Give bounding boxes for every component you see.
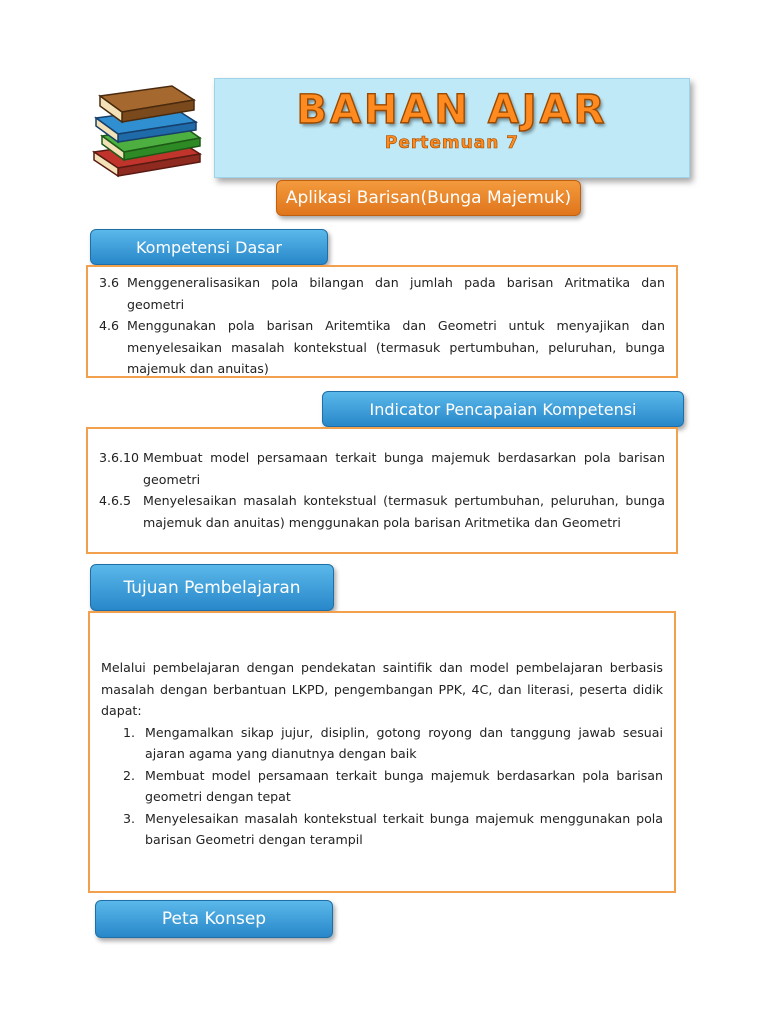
kd-item-number: 3.6 [99, 275, 120, 290]
tujuan-item-3 [101, 808, 663, 851]
topic-label-text: Aplikasi Barisan(Bunga Majemuk) [285, 188, 572, 208]
kd-item-text: Menggunakan pola barisan Aritemtika dan Geometri untuk menyajikan dan menyelesaikan masalah kontekstual (termasuk pertumbuhan, peluruhan, bunga majemuk dan anuitas) [127, 318, 665, 376]
page-subtitle: Pertemuan 7 [384, 133, 520, 153]
tujuan-item-number: 3. [123, 810, 136, 826]
tujuan-item-text: Menyelesaikan masalah kontekstual terkait bunga majemuk menggunakan pola barisan Geometri dengan terampil [145, 810, 663, 847]
indikator-item-3-6-10 [99, 447, 665, 490]
indikator-item-text: Membuat model persamaan terkait bunga majemuk berdasarkan pola barisan geometri [143, 450, 665, 487]
tujuan-item-text: Mengamalkan sikap jujur, disiplin, gotong royong dan tanggung jawab sesuai ajaran agama yang dianutnya dengan baik [145, 724, 663, 761]
topic-label [276, 180, 581, 216]
kompetensi-dasar-label: Kompetensi Dasar [135, 237, 283, 257]
indikator-label: Indicator Pencapaian Kompetensi [369, 399, 637, 419]
indikator-box [86, 427, 678, 554]
indikator-tab [322, 391, 684, 427]
indikator-item-text: Menyelesaikan masalah kontekstual (termasuk pertumbuhan, peluruhan, bunga majemuk dan anuitas) menggunakan pola barisan Aritmetika dan Geometri [143, 493, 665, 530]
header-banner [214, 78, 690, 178]
peta-konsep-label: Peta Konsep [161, 909, 267, 929]
kd-item-3-6 [99, 272, 665, 315]
kd-item-4-6 [99, 315, 665, 380]
indikator-item-number: 3.6.10 [99, 450, 140, 465]
tujuan-item-text: Membuat model persamaan terkait bunga majemuk berdasarkan pola barisan geometri dengan tepat [145, 767, 663, 804]
tujuan-item-1 [101, 722, 663, 765]
kd-item-text: Menggeneralisasikan pola bilangan dan jumlah pada barisan Aritmatika dan geometri [127, 275, 665, 312]
indikator-item-4-6-5 [99, 490, 665, 533]
kompetensi-dasar-box [86, 265, 678, 378]
tujuan-item-number: 2. [123, 767, 136, 783]
tujuan-item-2 [101, 765, 663, 808]
tujuan-box [88, 611, 676, 893]
tujuan-tab [90, 564, 334, 611]
tujuan-item-number: 1. [123, 724, 136, 740]
kompetensi-dasar-tab [90, 229, 328, 265]
kd-item-number: 4.6 [99, 318, 120, 333]
tujuan-label: Tujuan Pembelajaran [123, 577, 301, 598]
books-illustration [88, 80, 208, 178]
indikator-item-number: 4.6.5 [99, 493, 132, 508]
peta-konsep-tab [95, 900, 333, 938]
page-title: BAHAN AJAR [296, 87, 608, 133]
tujuan-intro: Melalui pembelajaran dengan pendekatan saintifik dan model pembelajaran berbasis masalah dengan berbantuan LKPD, pengembangan PPK, 4C, dan literasi, peserta didik dapat: [101, 660, 663, 718]
